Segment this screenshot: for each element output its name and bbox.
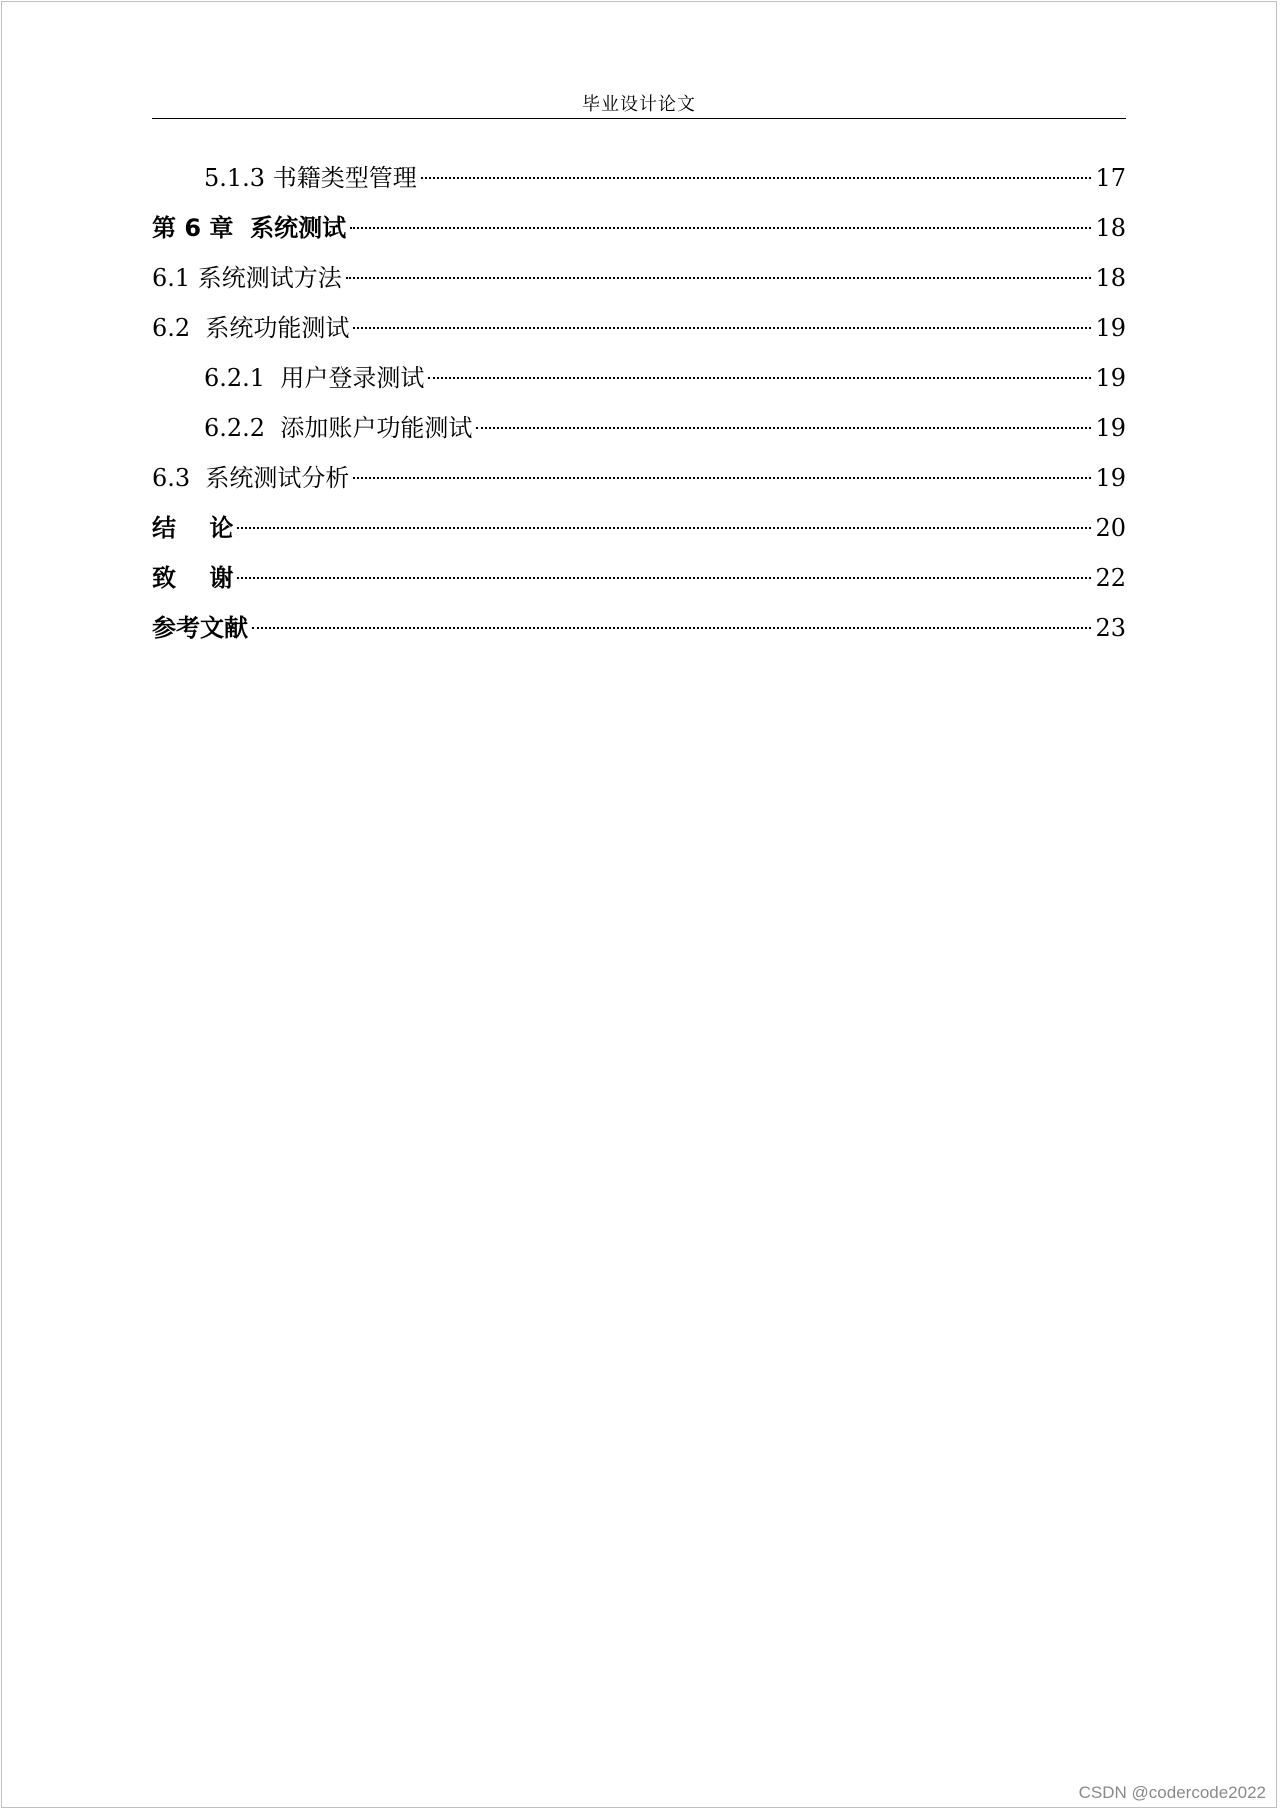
toc-entry-page: 18 [1095, 264, 1126, 292]
toc-entry-label: 6.2.2 添加账户功能测试 [204, 414, 473, 442]
toc-dot-leader [252, 627, 1091, 629]
toc-dot-leader [428, 377, 1091, 379]
toc-dot-leader [353, 477, 1091, 479]
toc-entry-label: 5.1.3 书籍类型管理 [204, 164, 417, 192]
toc-entry-label: 结 论 [152, 514, 234, 542]
toc-entry-label: 6.1 系统测试方法 [152, 264, 342, 292]
toc-dot-leader [346, 277, 1092, 279]
toc-entry-page: 17 [1095, 164, 1126, 192]
toc-entry-label: 6.2 系统功能测试 [152, 314, 350, 342]
watermark-text: CSDN @codercode2022 [1078, 1783, 1266, 1802]
toc-entry-page: 19 [1095, 414, 1126, 442]
toc-dot-leader [421, 177, 1092, 179]
toc-entry[interactable] [152, 206, 1126, 256]
toc-entry[interactable] [152, 556, 1126, 606]
toc-dot-leader [237, 527, 1091, 529]
toc-entry-label: 6.2.1 用户登录测试 [204, 364, 425, 392]
toc-entry[interactable] [152, 306, 1126, 356]
toc-entry-label: 参考文献 [152, 614, 248, 642]
toc-entry[interactable] [152, 156, 1126, 206]
toc-entry-page: 20 [1095, 514, 1126, 542]
toc-dot-leader [476, 427, 1091, 429]
toc-entry[interactable] [152, 506, 1126, 556]
toc-dot-leader [350, 227, 1091, 229]
toc-entry[interactable] [152, 606, 1126, 656]
toc-entry[interactable] [152, 406, 1126, 456]
toc-entry-page: 18 [1095, 214, 1126, 242]
toc-entry-label: 第 6 章 系统测试 [152, 214, 347, 242]
toc-entry[interactable] [152, 256, 1126, 306]
toc-dot-leader [353, 327, 1091, 329]
page-header-title: 毕业设计论文 [582, 94, 696, 115]
toc-entry-page: 19 [1095, 464, 1126, 492]
toc-dot-leader [237, 577, 1091, 579]
toc-entry[interactable] [152, 456, 1126, 506]
toc-entry-label: 致 谢 [152, 564, 234, 592]
toc-entry-page: 22 [1095, 564, 1126, 592]
toc-entry-label: 6.3 系统测试分析 [152, 464, 350, 492]
toc-entry-page: 19 [1095, 364, 1126, 392]
header-divider [152, 118, 1126, 119]
table-of-contents [152, 156, 1126, 656]
toc-entry[interactable] [152, 356, 1126, 406]
toc-entry-page: 19 [1095, 314, 1126, 342]
toc-entry-page: 23 [1095, 614, 1126, 642]
